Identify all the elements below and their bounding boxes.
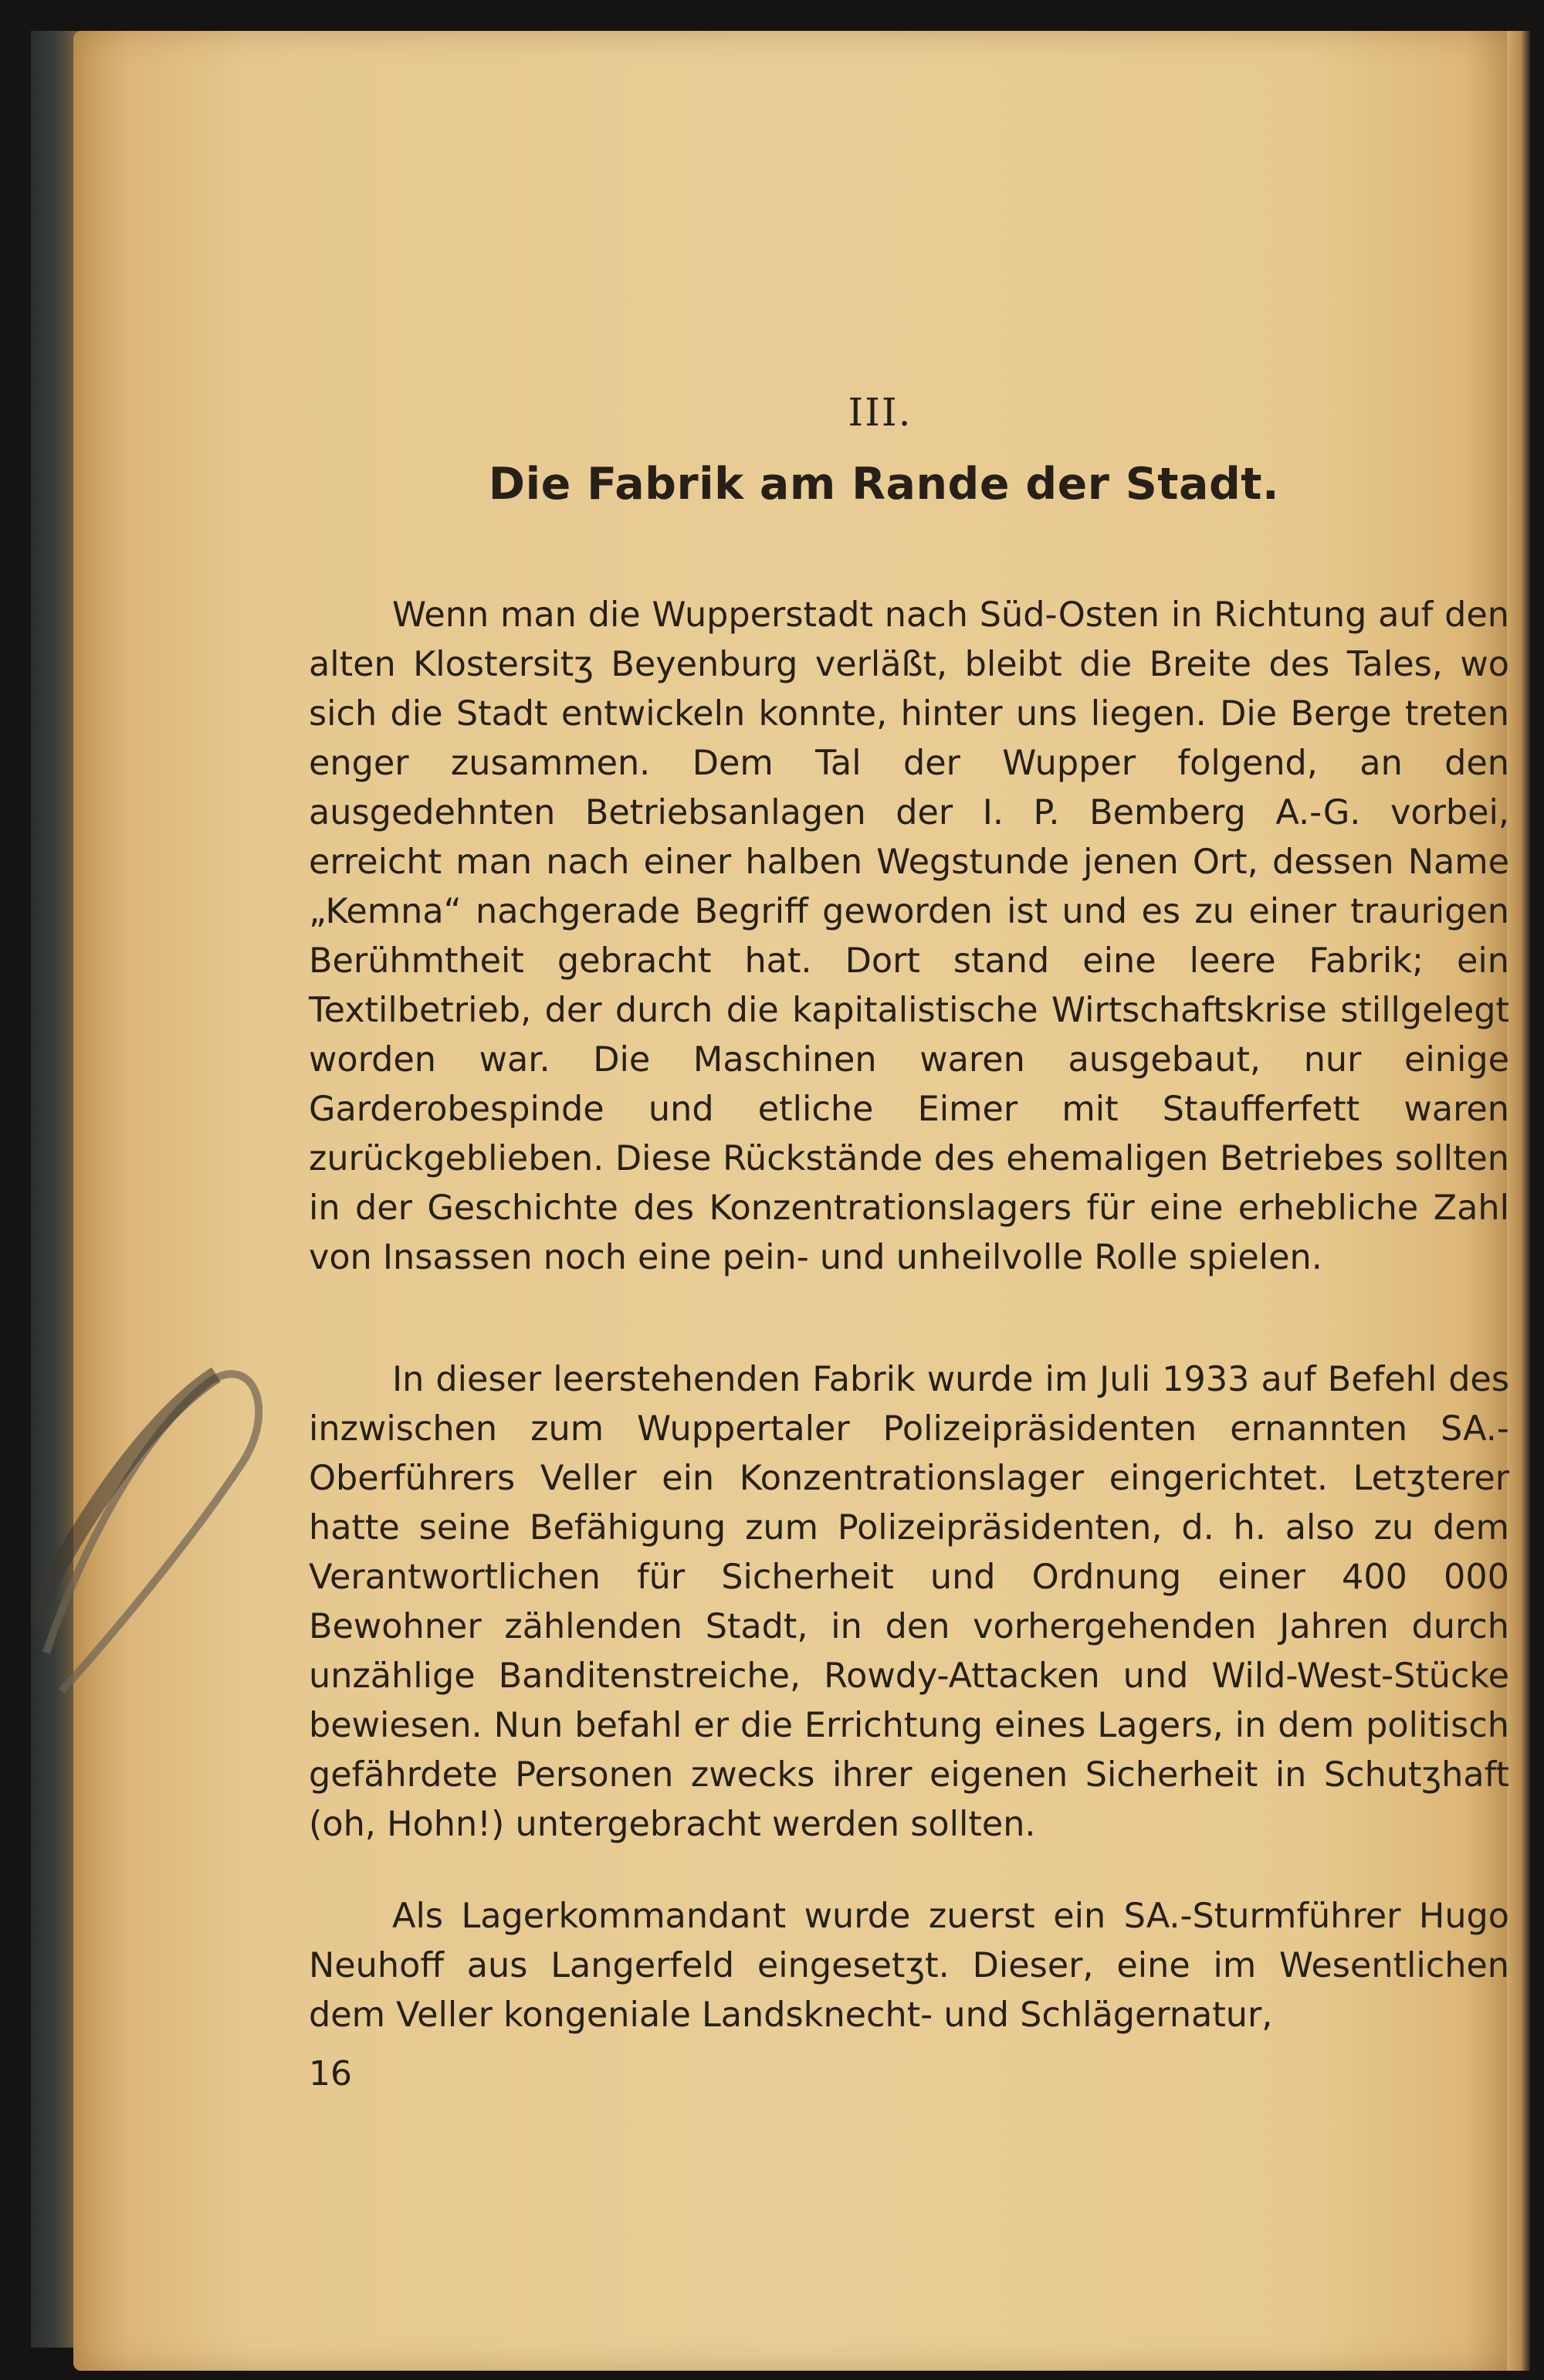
chapter-title: Die Fabrik am Rande der Stadt. (488, 459, 1280, 510)
page-number: 16 (309, 2054, 352, 2094)
chapter-number: III. (848, 390, 913, 435)
paragraph: Wenn man die Wupperstadt nach Süd-Osten in Richtung auf den alten Klostersitʒ Beyenburg verläßt, bleibt die Breite des Tales, wo sich die Stadt entwickeln konnte, hinter uns liegen. Die Berge treten enger zusammen. Dem Tal der Wupper folgend, an den ausgedehnten Betriebsanlagen der I. P. Bemberg A.-G. vorbei, erreicht man nach einer halben Wegstunde jenen Ort, dessen Name „Kemna“ nachgerade Begriff geworden ist und es zu einer traurigen Berühmtheit gebracht hat. Dort stand eine leere Fabrik; ein Textilbetrieb, der durch die kapitalistische Wirtschaftskrise stillgelegt worden war. Die Maschinen waren ausgebaut, nur einige Garderobespinde und etliche Eimer mit Staufferfett waren zurückgeblieben. Diese Rückstände des ehemaligen Betriebes sollten in der Geschichte des Konzentrationslagers für eine erhebliche Zahl von Insassen noch eine pein- und unheilvolle Rolle spielen. (309, 595, 1509, 1277)
page-edge (1507, 31, 1530, 2371)
paragraph: In dieser leerstehenden Fabrik wurde im Juli 1933 auf Befehl des inzwischen zum Wuppertaler Polizeipräsidenten ernannten SA.-Oberführers Veller ein Konzentrationslager eingerichtet. Letʒterer hatte seine Befähigung zum Polizeipräsidenten, d. h. also zu dem Verantwortlichen für Sicherheit und Ordnung einer 400 000 Bewohner zählenden Stadt, in den vorhergehenden Jahren durch unzählige Banditenstreiche, Rowdy-Attacken und Wild-West-Stücke bewiesen. Nun befahl er die Errichtung eines Lagers, in dem politisch gefährdete Personen zwecks ihrer eigenen Sicherheit in Schutʒhaft (oh, Hohn!) untergebracht werden sollten. (309, 1359, 1509, 1844)
paragraph: Als Lagerkommandant wurde zuerst ein SA.-Sturmführer Hugo Neuhoff aus Langerfeld eingesetʒt. Dieser, eine im Wesentlichen dem Veller kongeniale Landsknecht- und Schlägernatur, (309, 1896, 1509, 2035)
